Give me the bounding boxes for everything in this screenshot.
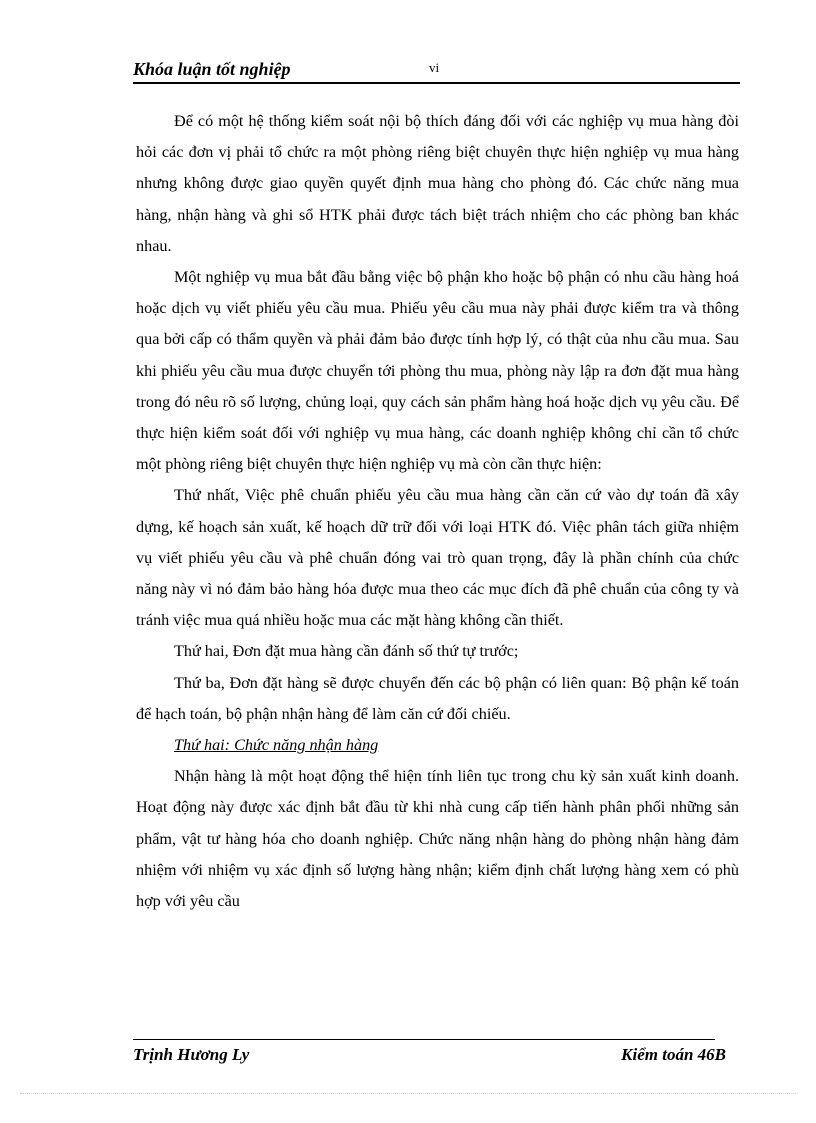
paragraph: Thứ nhất, Việc phê chuẩn phiếu yêu cầu mua hàng cần căn cứ vào dự toán đã xây dựng, kế hoạch sản xuất, kế hoạch dữ trữ đối với loại HTK đó. Việc phân tách giữa nhiệm vụ viết phiếu yêu cầu và phê chuẩn đóng vai trò quan trọng, đây là phần chính của chức năng này vì nó đảm bảo hàng hóa được mua theo các mục đích đã phê chuẩn của công ty và tránh việc mua quá nhiều hoặc mua các mặt hàng không cần thiết. [136,486,739,630]
section-heading-text: Thứ hai: Chức năng nhận hàng [174,736,379,755]
footer-class: Kiểm toán 46B [621,1045,726,1064]
paragraph: Để có một hệ thống kiểm soát nội bộ thích đáng đối với các nghiệp vụ mua hàng đòi hỏi các đơn vị phải tổ chức ra một phòng riêng biệt chuyên thực hiện nghiệp vụ mua hàng nhưng không được giao quyền quyết định mua hàng cho phòng đó. Các chức năng mua hàng, nhận hàng và ghi sổ HTK phải được tách biệt trách nhiệm cho các phòng ban khác nhau. [136,112,739,255]
section-heading [136,730,739,761]
page-number: vi [429,60,440,75]
document-body [136,106,739,917]
page-header [133,58,740,84]
paragraph: Thứ hai, Đơn đặt mua hàng cần đánh số thứ tự trước; [174,642,519,661]
page-boundary [20,1093,796,1094]
paragraph: Thứ ba, Đơn đặt hàng sẽ được chuyển đến các bộ phận có liên quan: Bộ phận kế toán để hạch toán, bộ phận nhận hàng để làm căn cứ đối chiếu. [136,673,739,723]
footer-divider [133,1039,715,1040]
paragraph: Một nghiệp vụ mua bắt đầu bằng việc bộ phận kho hoặc bộ phận có nhu cầu hàng hoá hoặc dịch vụ viết phiếu yêu cầu mua. Phiếu yêu cầu mua này phải được kiểm tra và thông qua bởi cấp có thẩm quyền và phải đảm bảo được tính hợp lý, có thật của nhu cầu mua. Sau khi phiếu yêu cầu mua được chuyển tới phòng thu mua, phòng này lập ra đơn đặt mua hàng trong đó nêu rõ số lượng, chủng loại, quy cách sản phẩm hàng hoá hoặc dịch vụ yêu cầu. Để thực hiện kiểm soát đối với nghiệp vụ mua hàng, các doanh nghiệp không chỉ cần tổ chức một phòng riêng biệt chuyên thực hiện nghiệp vụ mà còn cần thực hiện: [136,268,739,474]
footer-author: Trịnh Hương Ly [133,1045,250,1064]
paragraph: Nhận hàng là một hoạt động thể hiện tính liên tục trong chu kỳ sản xuất kinh doanh. Hoạt động này được xác định bắt đầu từ khi nhà cung cấp tiến hành phân phối những sản phẩm, vật tư hàng hóa cho doanh nghiệp. Chức năng nhận hàng do phòng nhận hàng đảm nhiệm với nhiệm vụ xác định số lượng hàng nhận; kiểm định chất lượng hàng xem có phù hợp với yêu cầu [136,767,739,911]
page-footer [133,1044,726,1068]
header-title: Khóa luận tốt nghiệp [133,59,291,79]
